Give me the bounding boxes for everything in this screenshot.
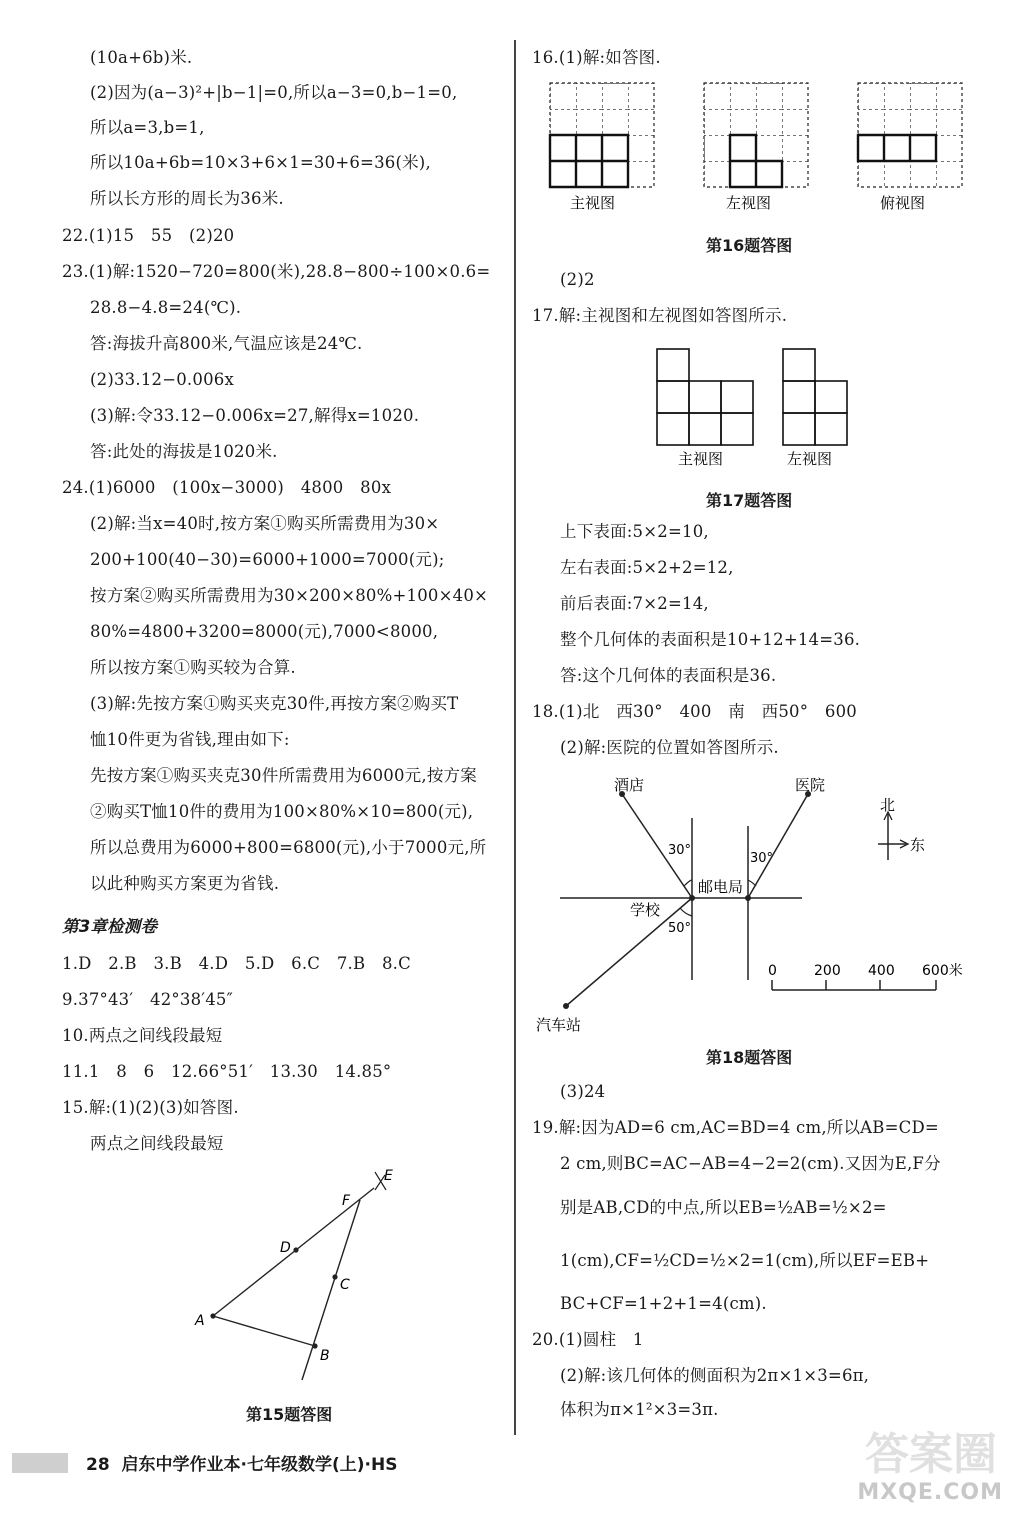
text-line: 以此种购买方案更为省钱. — [90, 874, 280, 893]
text-line: (2)2 — [560, 270, 595, 289]
grid-main-view — [550, 83, 654, 187]
text-line: 所以按方案①购买较为合算. — [90, 658, 296, 677]
text-line: 11.1 8 6 12.66°51′ 13.30 14.85° — [62, 1062, 392, 1081]
text-line: (2)因为(a−3)²+|b−1|=0,所以a−3=0,b−1=0, — [90, 83, 458, 102]
post-office-point — [745, 895, 751, 901]
scale-bar — [772, 980, 936, 990]
section-heading: 第3章检测卷 — [62, 917, 158, 936]
text-line: 答:此处的海拔是1020米. — [90, 442, 278, 461]
column-divider — [514, 40, 516, 1435]
label-hospital: 医院 — [795, 776, 826, 794]
text-line: 9.37°43′ 42°38′45″ — [62, 990, 233, 1009]
label-post-office: 邮电局 — [698, 878, 744, 896]
line-to-station — [566, 898, 692, 1006]
text-line: 28.8−4.8=24(℃). — [90, 298, 242, 317]
text-line: 1(cm),CF=½CD=½×2=1(cm),所以EF=EB+ — [560, 1251, 930, 1270]
watermark-site: MXQE.COM — [857, 1480, 1003, 1505]
scale-label: 600米 — [922, 963, 963, 979]
text-line: 先按方案①购买夹克30件所需费用为6000元,按方案 — [90, 766, 477, 785]
footer-bar — [12, 1453, 68, 1473]
text-line: 所以a=3,b=1, — [90, 118, 205, 137]
text-line: 19.解:因为AD=6 cm,AC=BD=4 cm,所以AB=CD= — [532, 1118, 939, 1137]
angle-label: 30° — [668, 843, 692, 858]
text-line: 按方案②购买所需费用为30×200×80%+100×40× — [90, 586, 489, 605]
view-label: 俯视图 — [880, 194, 926, 212]
text-line: 16.(1)解:如答图. — [532, 48, 661, 67]
point-D — [293, 1247, 298, 1252]
text-line: BC+CF=1+2+1=4(cm). — [560, 1294, 767, 1313]
school-point — [689, 895, 695, 901]
text-line: (2)解:当x=40时,按方案①购买所需费用为30× — [90, 514, 440, 533]
text-line: 答:海拔升高800米,气温应该是24℃. — [90, 334, 363, 353]
text-line: 24.(1)6000 (100x−3000) 4800 80x — [62, 478, 392, 497]
text-line: 2 cm,则BC=AC−AB=4−2=2(cm).又因为E,F分 — [560, 1154, 941, 1173]
text-line: 15.解:(1)(2)(3)如答图. — [62, 1098, 239, 1117]
left-view-drawing — [783, 349, 847, 445]
label-B: B — [320, 1348, 330, 1364]
text-line: 上下表面:5×2=10, — [560, 522, 709, 541]
text-line: (3)解:先按方案①购买夹克30件,再按方案②购买T — [90, 694, 459, 713]
label-F: F — [342, 1193, 351, 1209]
figure-caption: 第15题答图 — [246, 1405, 333, 1424]
watermark-logo: 答案圈 — [865, 1429, 997, 1480]
line-to-hospital — [748, 794, 808, 898]
segment-AB — [213, 1316, 315, 1346]
text-line: 1.D 2.B 3.B 4.D 5.D 6.C 7.B 8.C — [62, 954, 411, 973]
text-line: 18.(1)北 西30° 400 南 西50° 600 — [532, 702, 857, 721]
text-line: 别是AB,CD的中点,所以EB=½AB=½×2= — [560, 1198, 887, 1217]
point-A — [210, 1313, 215, 1318]
label-C: C — [340, 1277, 350, 1293]
view-label: 左视图 — [726, 194, 772, 212]
figure-18 — [530, 768, 990, 1038]
angle-arc — [680, 908, 692, 916]
text-line: 200+100(40−30)=6000+1000=7000(元); — [90, 550, 445, 569]
ray-AE — [296, 1188, 374, 1250]
angle-label: 50° — [668, 921, 692, 936]
text-line: (3)解:令33.12−0.006x=27,解得x=1020. — [90, 406, 420, 425]
angle-arc — [748, 880, 756, 886]
footer-text — [86, 1450, 397, 1475]
figure-17 — [650, 342, 870, 472]
figure-caption: 第17题答图 — [706, 491, 793, 510]
text-line: 恤10件更为省钱,理由如下: — [90, 730, 290, 749]
figure-caption: 第18题答图 — [706, 1048, 793, 1067]
text-line: (10a+6b)米. — [90, 48, 193, 67]
grid-left-view — [704, 83, 808, 187]
scale-label: 400 — [868, 963, 895, 979]
label-station: 汽车站 — [536, 1016, 582, 1034]
main-view-drawing — [657, 349, 753, 445]
text-line: 80%=4800+3200=8000(元),7000<8000, — [90, 622, 439, 641]
text-line: 答:这个几何体的表面积是36. — [560, 666, 777, 685]
label-hotel: 酒店 — [614, 776, 645, 794]
text-line: 两点之间线段最短 — [90, 1134, 224, 1153]
label-east: 东 — [910, 836, 926, 854]
figure-15 — [180, 1160, 420, 1390]
text-line: 10.两点之间线段最短 — [62, 1026, 223, 1045]
text-line: (2)解:医院的位置如答图所示. — [560, 738, 779, 757]
text-line: 所以10a+6b=10×3+6×1=30+6=36(米), — [90, 153, 431, 172]
grid-top-view — [858, 83, 962, 187]
figure-caption: 第16题答图 — [706, 236, 793, 255]
view-label: 主视图 — [678, 450, 724, 468]
text-line: (3)24 — [560, 1082, 606, 1101]
scale-label: 200 — [814, 963, 841, 979]
text-line: 20.(1)圆柱 1 — [532, 1330, 644, 1349]
text-line: (2)解:该几何体的侧面积为2π×1×3=6π, — [560, 1366, 870, 1385]
text-line: 所以总费用为6000+800=6800(元),小于7000元,所 — [90, 838, 487, 857]
point-B — [312, 1343, 317, 1348]
text-line: 22.(1)15 55 (2)20 — [62, 226, 235, 245]
label-A: A — [195, 1313, 205, 1329]
angle-label: 30° — [750, 851, 774, 866]
scale-label: 0 — [768, 963, 777, 979]
book-title: 启东中学作业本·七年级数学(上)·HS — [121, 1455, 398, 1475]
line-BF — [302, 1200, 360, 1380]
point-C — [332, 1274, 337, 1279]
label-north: 北 — [880, 796, 896, 814]
text-line: 体积为π×1²×3=3π. — [560, 1400, 719, 1419]
figure-16 — [540, 78, 1000, 218]
label-D: D — [280, 1240, 291, 1256]
line-AD — [213, 1250, 296, 1316]
compass — [878, 812, 908, 860]
station-point — [563, 1003, 569, 1009]
angle-arc — [684, 880, 692, 886]
text-line: ②购买T恤10件的费用为100×80%×10=800(元), — [90, 802, 474, 821]
text-line: 所以长方形的周长为36米. — [90, 189, 284, 208]
text-line: 整个几何体的表面积是10+12+14=36. — [560, 630, 861, 649]
label-E: E — [384, 1168, 393, 1184]
text-line: 左右表面:5×2+2=12, — [560, 558, 734, 577]
text-line: 前后表面:7×2=14, — [560, 594, 709, 613]
label-school: 学校 — [630, 901, 661, 919]
text-line: (2)33.12−0.006x — [90, 370, 234, 389]
page-number: 28 — [86, 1455, 110, 1475]
text-line: 23.(1)解:1520−720=800(米),28.8−800÷100×0.6= — [62, 262, 491, 281]
text-line: 17.解:主视图和左视图如答图所示. — [532, 306, 788, 325]
view-label: 主视图 — [570, 194, 616, 212]
view-label: 左视图 — [787, 450, 833, 468]
